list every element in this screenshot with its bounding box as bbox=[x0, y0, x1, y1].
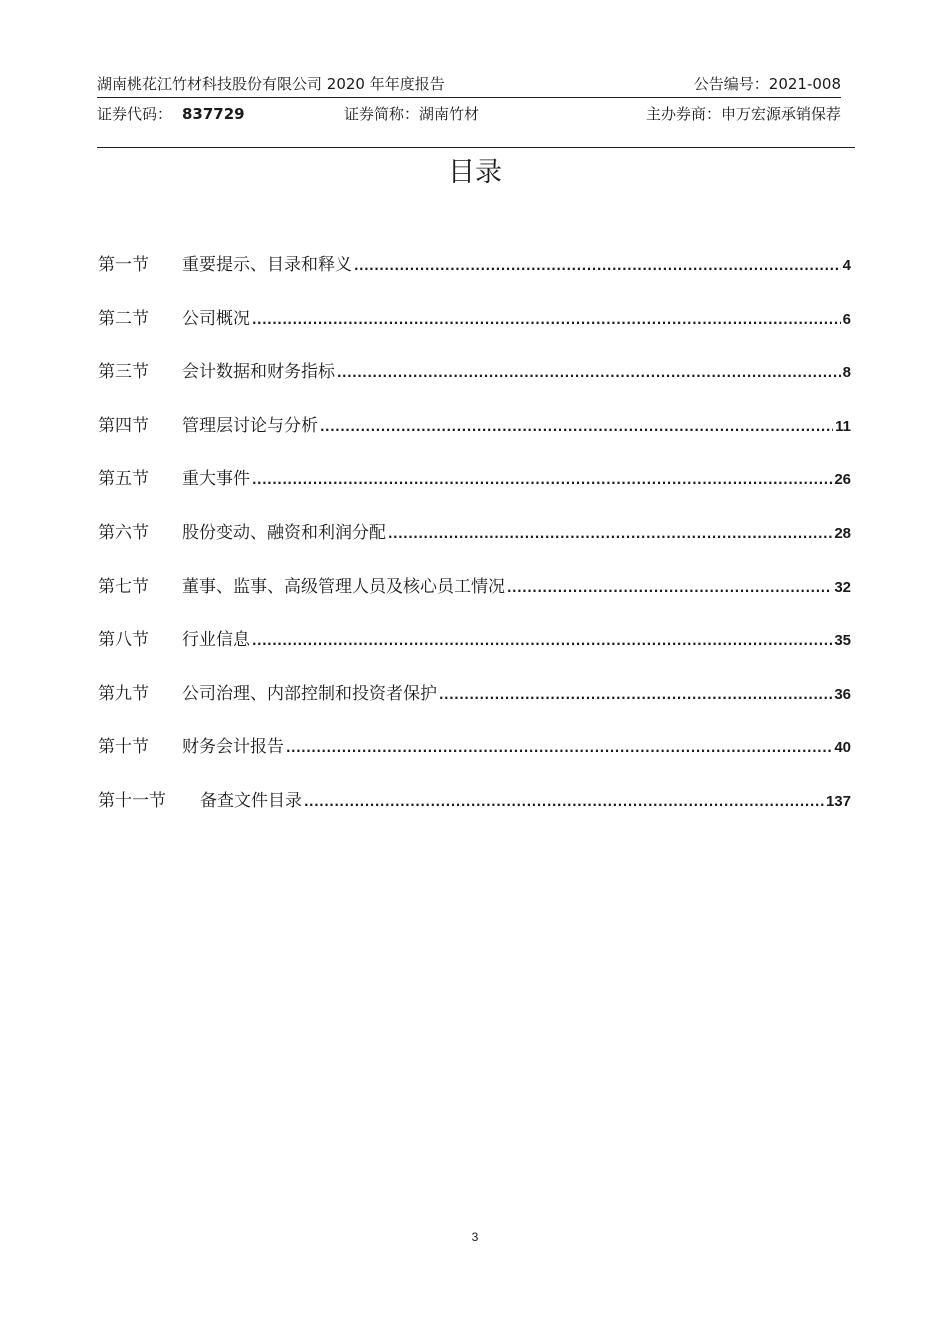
toc-section-number: 第十节 bbox=[98, 737, 149, 758]
toc-dot-leader bbox=[354, 253, 841, 279]
toc-page-number: 40 bbox=[834, 739, 851, 757]
toc-section-title: 重要提示、目录和释义 bbox=[182, 255, 352, 275]
toc-section-title: 重大事件 bbox=[182, 469, 250, 490]
toc-section-title: 管理层讨论与分析 bbox=[182, 415, 318, 436]
toc-page-number: 8 bbox=[842, 364, 851, 382]
toc-dot-leader bbox=[252, 307, 841, 333]
toc-entry-4[interactable] bbox=[98, 413, 851, 467]
stock-abbreviation: 证券简称：湖南竹材 bbox=[344, 105, 480, 123]
toc-entry-7[interactable] bbox=[98, 574, 851, 628]
toc-dot-leader bbox=[286, 735, 832, 761]
toc-section-title: 会计数据和财务指标 bbox=[182, 362, 335, 383]
header-divider-thick bbox=[97, 147, 855, 148]
header-divider-thin bbox=[97, 97, 841, 98]
toc-entry-3[interactable] bbox=[98, 359, 851, 413]
toc-dot-leader bbox=[337, 360, 841, 386]
header-row-1 bbox=[97, 73, 841, 95]
toc-dot-leader bbox=[388, 521, 832, 547]
toc-entry-11[interactable] bbox=[98, 788, 851, 842]
toc-dot-leader bbox=[304, 789, 824, 815]
sponsor-broker: 主办券商：申万宏源承销保荐 bbox=[645, 105, 841, 123]
toc-entry-1[interactable] bbox=[98, 252, 851, 306]
toc-page-number: 36 bbox=[834, 685, 851, 703]
toc-dot-leader bbox=[320, 414, 833, 440]
toc-section-number: 第三节 bbox=[98, 362, 149, 383]
toc-dot-leader bbox=[252, 467, 832, 493]
toc-page-number: 4 bbox=[842, 257, 851, 274]
toc-section-title: 股份变动、融资和利润分配 bbox=[182, 522, 386, 543]
toc-section-title: 公司概况 bbox=[182, 308, 250, 329]
table-of-contents bbox=[98, 252, 851, 842]
toc-section-title: 财务会计报告 bbox=[182, 737, 284, 758]
toc-section-title: 备查文件目录 bbox=[200, 790, 302, 811]
toc-entry-10[interactable] bbox=[98, 734, 851, 788]
toc-section-title: 公司治理、内部控制和投资者保护 bbox=[182, 683, 437, 704]
toc-page-number: 32 bbox=[834, 578, 851, 596]
toc-section-number: 第五节 bbox=[98, 469, 149, 490]
toc-entry-2[interactable] bbox=[98, 306, 851, 360]
toc-page-number: 137 bbox=[825, 792, 851, 810]
toc-entry-8[interactable] bbox=[98, 627, 851, 681]
toc-dot-leader bbox=[439, 682, 832, 708]
toc-section-number: 第十一节 bbox=[98, 790, 166, 811]
toc-section-number: 第八节 bbox=[98, 630, 149, 651]
toc-section-number: 第四节 bbox=[98, 415, 149, 436]
company-report-title: 湖南桃花江竹材科技股份有限公司 2020 年年度报告 bbox=[97, 75, 445, 93]
toc-page-number: 26 bbox=[834, 471, 851, 489]
toc-entry-6[interactable] bbox=[98, 520, 851, 574]
stock-code: 837729 bbox=[182, 105, 245, 123]
toc-page-number: 35 bbox=[834, 632, 851, 650]
toc-section-number: 第六节 bbox=[98, 522, 149, 543]
toc-entry-9[interactable] bbox=[98, 681, 851, 735]
toc-entry-5[interactable] bbox=[98, 466, 851, 520]
toc-dot-leader bbox=[507, 575, 832, 601]
header-row-2 bbox=[97, 103, 841, 125]
toc-page-number: 6 bbox=[842, 310, 851, 328]
toc-section-title: 董事、监事、高级管理人员及核心员工情况 bbox=[182, 576, 505, 597]
toc-heading: 目录 bbox=[448, 157, 502, 188]
toc-page-number: 11 bbox=[835, 417, 851, 435]
toc-section-number: 第七节 bbox=[98, 576, 149, 597]
stock-code-label: 证券代码： bbox=[97, 105, 173, 123]
page-number: 3 bbox=[471, 1230, 479, 1244]
toc-section-number: 第一节 bbox=[98, 255, 149, 275]
toc-section-number: 第二节 bbox=[98, 308, 149, 329]
toc-section-number: 第九节 bbox=[98, 683, 149, 704]
notice-number: 公告编号：2021-008 bbox=[693, 75, 841, 93]
toc-section-title: 行业信息 bbox=[182, 630, 250, 651]
toc-page-number: 28 bbox=[834, 524, 851, 542]
toc-dot-leader bbox=[252, 628, 832, 654]
